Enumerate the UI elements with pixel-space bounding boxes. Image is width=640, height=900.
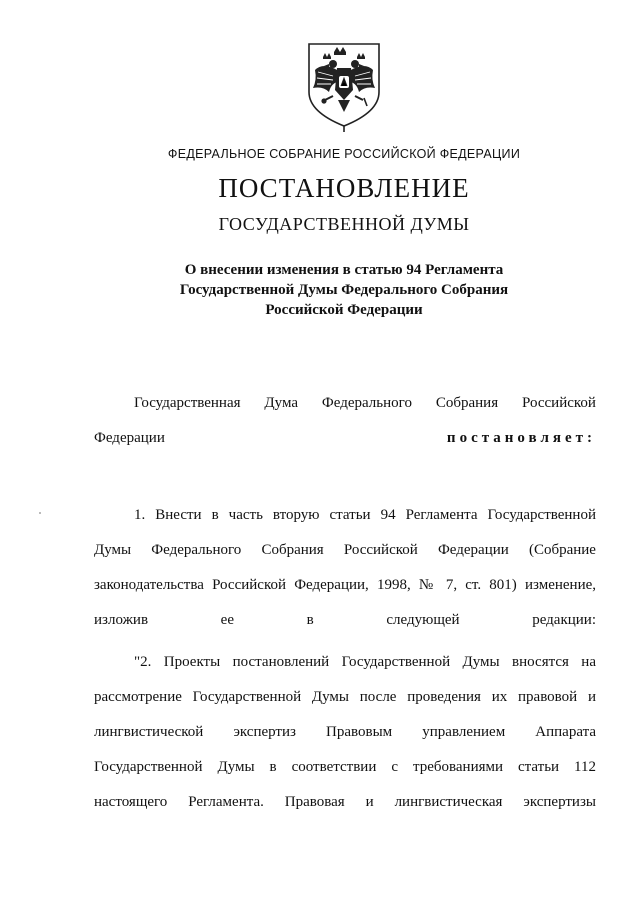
item-1-line: 1. Внести в часть вторую статьи 94 Регламента Государственной xyxy=(134,507,596,523)
resolves-word: постановляет: xyxy=(446,430,596,446)
quoted-line: "2. Проекты постановлений Государственной Думы вносятся на xyxy=(134,654,596,670)
document-header xyxy=(0,147,640,235)
preamble-line-1: Государственная Дума Федерального Собрания Российской xyxy=(134,395,596,411)
item-1-paragraph xyxy=(94,498,596,638)
subject-line: О внесении изменения в статью 94 Регламента xyxy=(184,262,504,278)
item-1-line: изложив ее в следующей редакции: xyxy=(94,612,596,628)
quoted-text-paragraph xyxy=(94,645,596,820)
subject-line: Российской Федерации xyxy=(265,302,423,318)
issuing-body: ГОСУДАРСТВЕННОЙ ДУМЫ xyxy=(218,214,470,234)
document-type-title: ПОСТАНОВЛЕНИЕ xyxy=(218,173,470,203)
subject-line: Государственной Думы Федерального Собрания xyxy=(179,282,509,298)
document-subject xyxy=(0,260,640,320)
quoted-line: рассмотрение Государственной Думы после проведения их правовой и xyxy=(94,689,596,705)
item-1-line: Думы Федерального Собрания Российской Федерации (Собрание xyxy=(94,542,596,558)
coat-of-arms-icon xyxy=(303,40,385,132)
preamble-paragraph xyxy=(94,386,596,456)
quoted-line: Государственной Думы в соответствии с требованиями статьи 112 xyxy=(94,759,596,775)
item-1-line: законодательства Российской Федерации, 1998, № 7, ст. 801) изменение, xyxy=(94,577,596,593)
scan-speck xyxy=(39,512,41,514)
preamble-line-2: Федерации постановляет: xyxy=(94,430,596,446)
quoted-line: лингвистической экспертиз Правовым управлением Аппарата xyxy=(94,724,596,740)
quoted-line: настоящего Регламента. Правовая и лингвистическая экспертизы xyxy=(94,794,596,810)
assembly-name: ФЕДЕРАЛЬНОЕ СОБРАНИЕ РОССИЙСКОЙ ФЕДЕРАЦИИ xyxy=(167,147,521,161)
